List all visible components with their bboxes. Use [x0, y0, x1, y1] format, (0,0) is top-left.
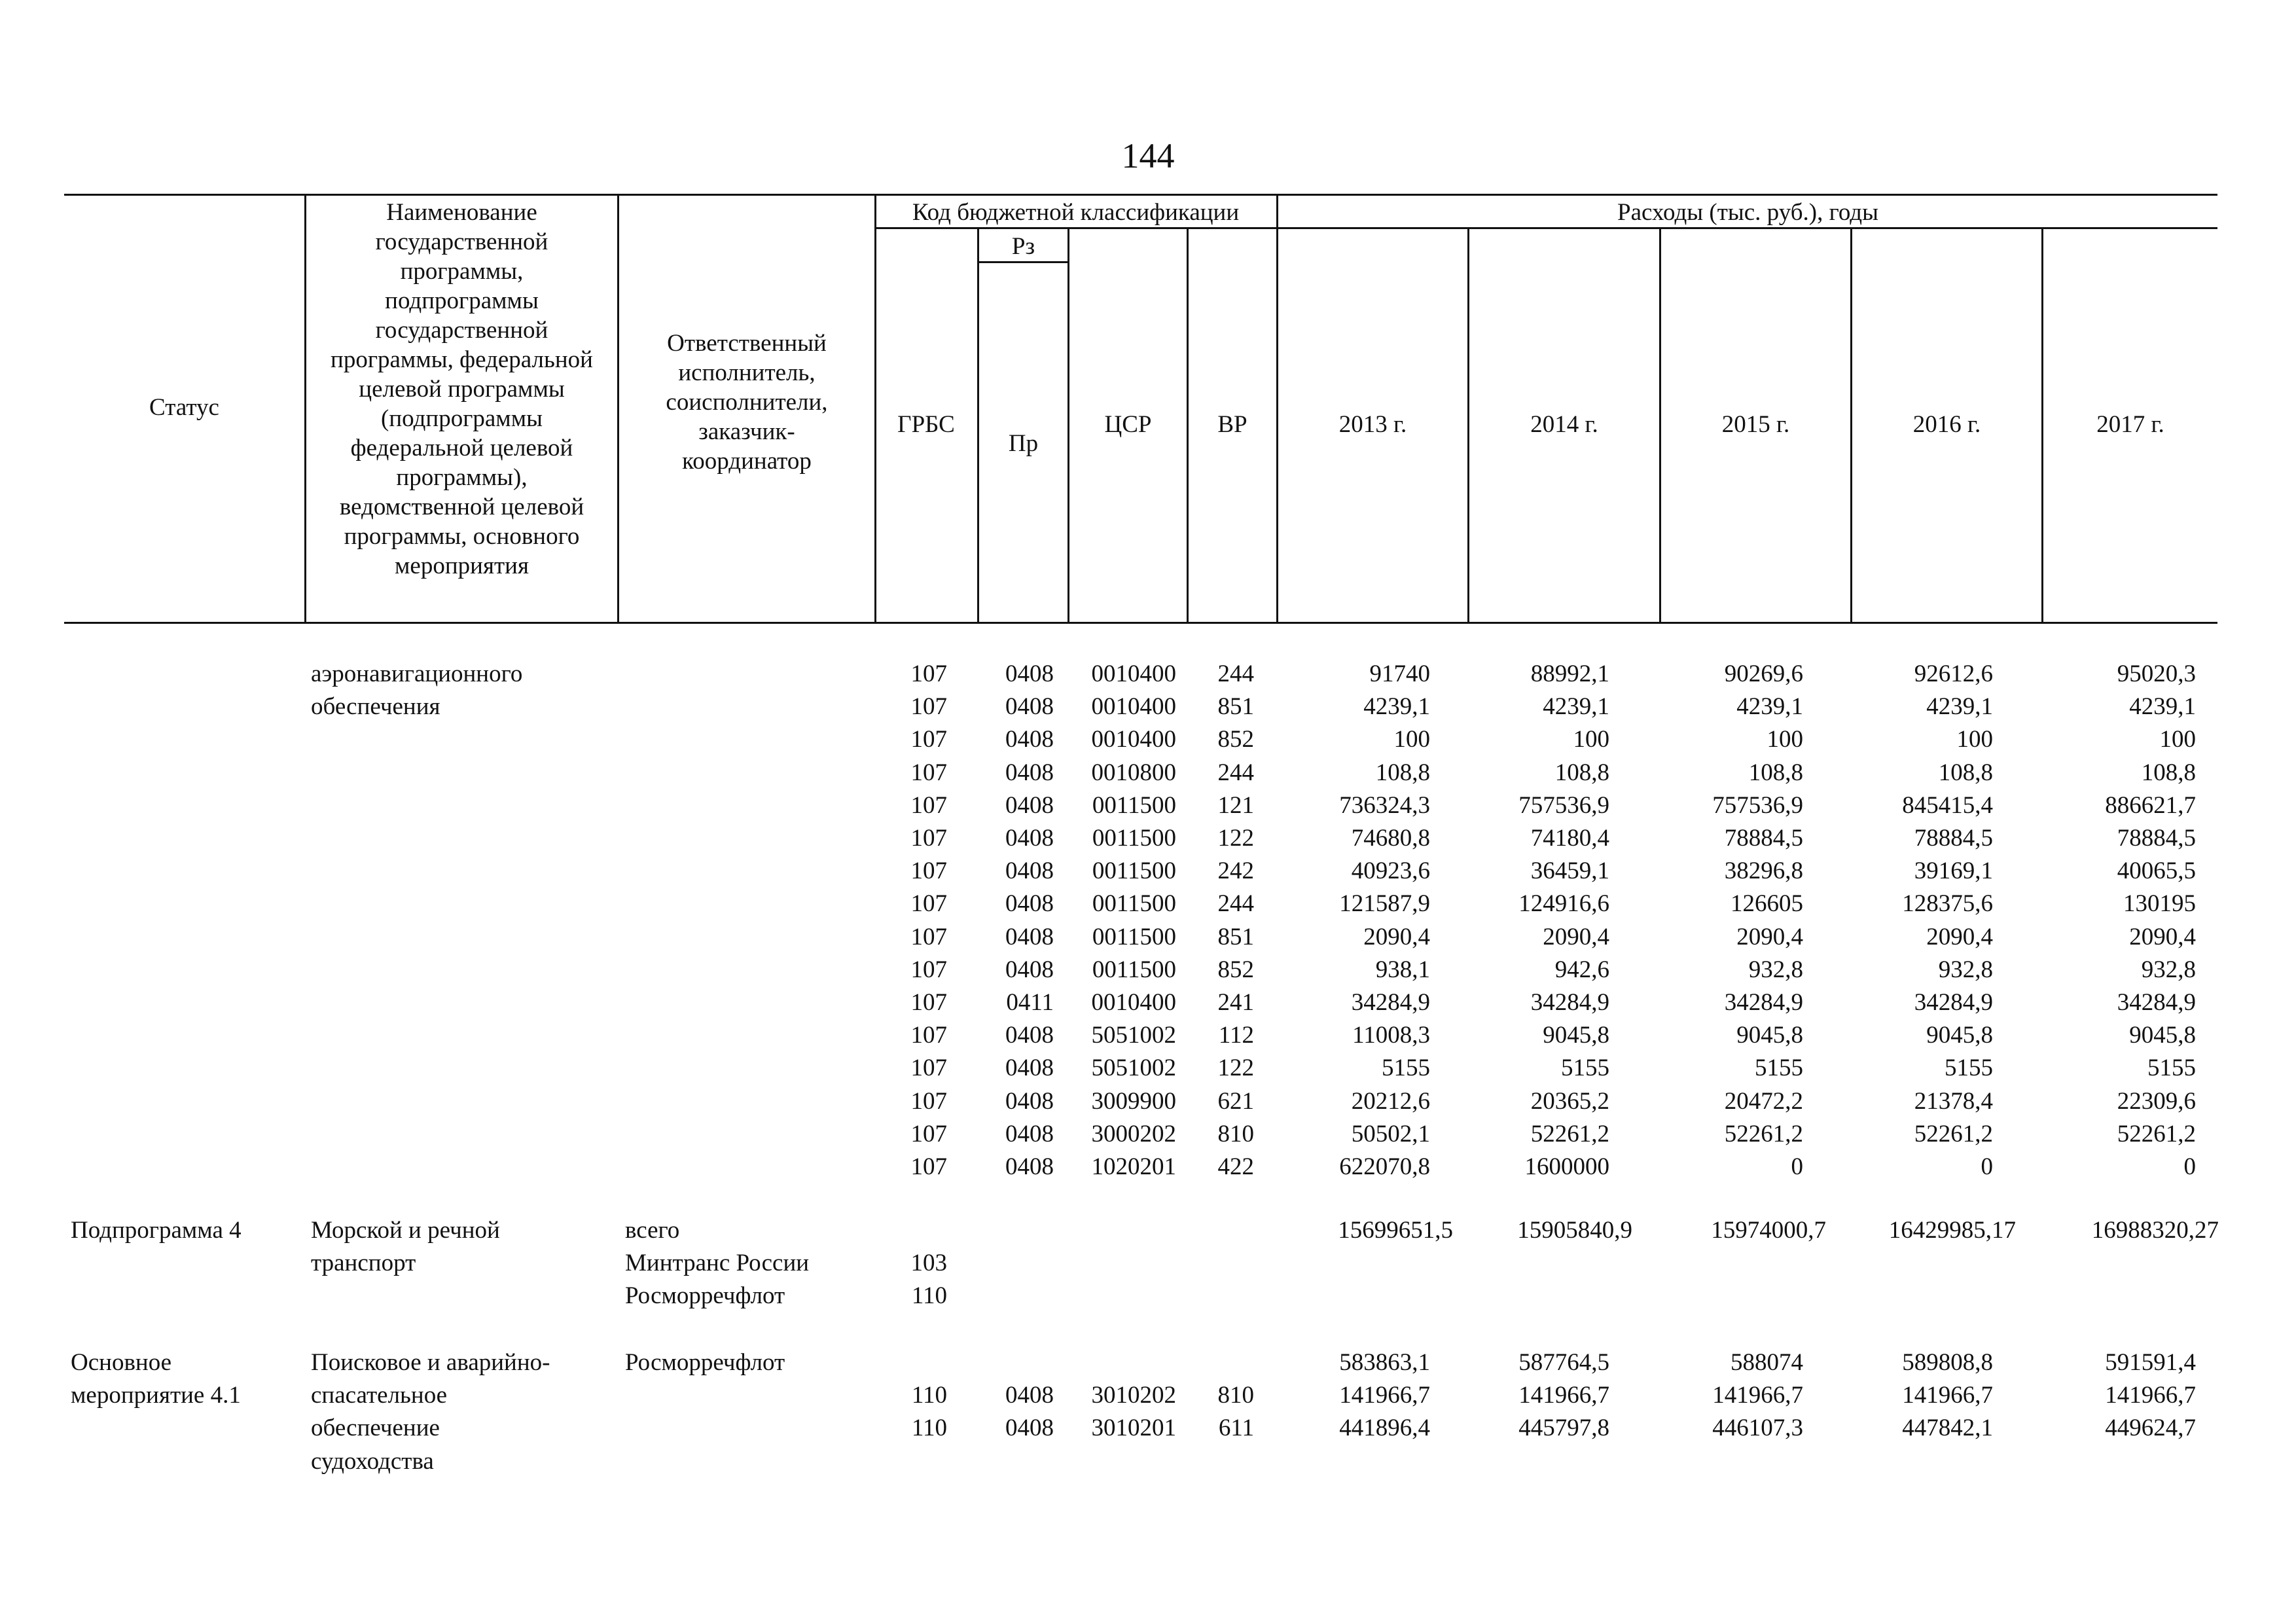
year-2013-cell: 34284,9: [1351, 989, 1430, 1016]
responsible-cell: Минтранс России: [625, 1250, 810, 1277]
item-name-line: Морской и речной: [311, 1217, 500, 1244]
year-2016-cell: 9045,8: [1926, 1022, 1993, 1049]
year-2014-cell: 20365,2: [1530, 1087, 1609, 1115]
header-vr: ВР: [1217, 411, 1247, 438]
year-2014-cell: 9045,8: [1543, 1022, 1609, 1049]
pr-cell: 0408: [1005, 956, 1054, 983]
year-2017-cell: 886621,7: [2105, 791, 2196, 819]
grbs-cell: 110: [911, 1382, 947, 1409]
grbs-cell: 107: [910, 989, 947, 1016]
status-cell: мероприятие 4.1: [71, 1382, 241, 1409]
item-name-line: судоходства: [311, 1447, 434, 1475]
total-cell: 15699651,5: [1338, 1217, 1453, 1244]
header-budget-code: Код бюджетной классификации: [912, 199, 1240, 226]
total-cell: 589808,8: [1902, 1349, 1993, 1376]
header-csr: ЦСР: [1104, 411, 1152, 438]
year-2017-cell: 932,8: [2141, 956, 2196, 983]
year-2013-cell: 441896,4: [1339, 1415, 1430, 1442]
year-2013-cell: 5155: [1382, 1055, 1430, 1082]
status-cell: Подпрограмма 4: [71, 1217, 242, 1244]
vr-cell: 244: [1217, 759, 1254, 786]
pr-cell: 0408: [1005, 660, 1054, 687]
header-name-line: подпрограммы: [385, 287, 539, 314]
header-name-line: ведомственной целевой: [339, 494, 584, 520]
item-name-line: обеспечения: [311, 693, 440, 721]
header-name: [306, 198, 617, 581]
grbs-cell: 107: [910, 1055, 947, 1082]
header-status: Статус: [149, 394, 219, 421]
year-2016-cell: 108,8: [1938, 759, 1993, 786]
grbs-cell: 107: [910, 857, 947, 885]
year-2017-cell: 40065,5: [2117, 857, 2196, 885]
grbs-cell: 107: [910, 825, 947, 852]
pr-cell: 0408: [1005, 759, 1054, 786]
year-2017-cell: 9045,8: [2129, 1022, 2196, 1049]
year-2017-cell: 22309,6: [2117, 1087, 2196, 1115]
vr-cell: 242: [1217, 857, 1254, 885]
pr-cell: 0408: [1005, 1087, 1054, 1115]
total-cell: 587764,5: [1518, 1349, 1609, 1376]
year-2015-cell: 446107,3: [1712, 1415, 1803, 1442]
total-cell: 16429985,17: [1888, 1217, 2016, 1244]
year-2014-cell: 1600000: [1524, 1153, 1609, 1180]
year-2014-cell: 141966,7: [1518, 1382, 1609, 1409]
header-responsible: [619, 329, 874, 476]
pr-cell: 0411: [1006, 989, 1054, 1016]
header-name-line: программы, федеральной: [331, 346, 593, 373]
year-2015-cell: 20472,2: [1724, 1087, 1803, 1115]
csr-cell: 5051002: [1091, 1055, 1176, 1082]
year-2013-cell: 40923,6: [1351, 857, 1430, 885]
col-divider: [1276, 194, 1278, 623]
year-2017-cell: 78884,5: [2117, 825, 2196, 852]
header-year: 2016 г.: [1912, 411, 1981, 438]
total-cell: 583863,1: [1339, 1349, 1430, 1376]
grbs-cell: 107: [910, 1153, 947, 1180]
pr-cell: 0408: [1005, 693, 1054, 721]
year-2014-cell: 52261,2: [1530, 1120, 1609, 1147]
responsible-cell: Росморречфлот: [625, 1282, 785, 1310]
year-2014-cell: 88992,1: [1530, 660, 1609, 687]
vr-cell: 611: [1218, 1415, 1254, 1442]
csr-cell: 0010400: [1091, 726, 1176, 753]
item-name-line: аэронавигационного: [311, 660, 523, 687]
year-2016-cell: 447842,1: [1902, 1415, 1993, 1442]
year-2017-cell: 100: [2159, 726, 2196, 753]
year-2014-cell: 124916,6: [1518, 890, 1609, 918]
year-2015-cell: 126605: [1731, 890, 1803, 918]
vr-cell: 241: [1217, 989, 1254, 1016]
year-2017-cell: 5155: [2147, 1055, 2196, 1082]
year-2015-cell: 108,8: [1748, 759, 1803, 786]
vr-cell: 244: [1217, 660, 1254, 687]
year-2015-cell: 90269,6: [1724, 660, 1803, 687]
item-name-line: Поисковое и аварийно-: [311, 1349, 550, 1376]
year-2015-cell: 2090,4: [1736, 923, 1803, 950]
vr-cell: 851: [1217, 693, 1254, 721]
vr-cell: 422: [1217, 1153, 1254, 1180]
year-2015-cell: 932,8: [1748, 956, 1803, 983]
pr-cell: 0408: [1005, 1120, 1054, 1147]
grbs-cell: 107: [910, 660, 947, 687]
header-responsible-line: Ответственный: [667, 330, 827, 357]
year-2016-cell: 5155: [1945, 1055, 1993, 1082]
year-2015-cell: 5155: [1755, 1055, 1803, 1082]
header-name-line: Наименование: [386, 199, 537, 226]
vr-cell: 810: [1217, 1120, 1254, 1147]
grbs-cell: 107: [910, 759, 947, 786]
year-2017-cell: 108,8: [2141, 759, 2196, 786]
csr-cell: 1020201: [1091, 1153, 1176, 1180]
year-2014-cell: 942,6: [1554, 956, 1609, 983]
vr-cell: 852: [1217, 956, 1254, 983]
year-2013-cell: 938,1: [1375, 956, 1430, 983]
year-2016-cell: 100: [1956, 726, 1993, 753]
csr-cell: 3010201: [1091, 1415, 1176, 1442]
year-2015-cell: 34284,9: [1724, 989, 1803, 1016]
year-2016-cell: 34284,9: [1914, 989, 1993, 1016]
vr-cell: 621: [1217, 1087, 1254, 1115]
csr-cell: 3010202: [1091, 1382, 1176, 1409]
responsible-cell: Росморречфлот: [625, 1349, 785, 1376]
year-2016-cell: 21378,4: [1914, 1087, 1993, 1115]
year-2016-cell: 39169,1: [1914, 857, 1993, 885]
pr-cell: 0408: [1005, 1153, 1054, 1180]
grbs-cell: 110: [911, 1415, 947, 1442]
vr-cell: 122: [1217, 1055, 1254, 1082]
year-2014-cell: 757536,9: [1518, 791, 1609, 819]
header-name-line: федеральной целевой: [350, 435, 573, 461]
pr-cell: 0408: [1005, 890, 1054, 918]
header-bottom-rule: [64, 622, 2217, 624]
year-2014-cell: 2090,4: [1543, 923, 1609, 950]
csr-cell: 0011500: [1092, 956, 1176, 983]
col-divider: [874, 194, 876, 623]
year-2017-cell: 141966,7: [2105, 1382, 2196, 1409]
header-name-line: государственной: [375, 228, 548, 255]
vr-cell: 852: [1217, 726, 1254, 753]
header-year: 2015 г.: [1721, 411, 1790, 438]
year-2017-cell: 4239,1: [2129, 693, 2196, 721]
grbs-cell: 107: [910, 791, 947, 819]
year-2017-cell: 130195: [2123, 890, 2196, 918]
year-2014-cell: 4239,1: [1543, 693, 1609, 721]
header-year: 2013 г.: [1338, 411, 1407, 438]
year-2016-cell: 78884,5: [1914, 825, 1993, 852]
year-2013-cell: 4239,1: [1363, 693, 1430, 721]
rz-rule: [977, 261, 1067, 263]
year-2015-cell: 9045,8: [1736, 1022, 1803, 1049]
vr-cell: 112: [1218, 1022, 1254, 1049]
year-2014-cell: 36459,1: [1530, 857, 1609, 885]
year-2017-cell: 2090,4: [2129, 923, 2196, 950]
year-2013-cell: 20212,6: [1351, 1087, 1430, 1115]
grbs-cell: 103: [910, 1250, 947, 1277]
status-cell: Основное: [71, 1349, 172, 1376]
year-2016-cell: 128375,6: [1902, 890, 1993, 918]
total-cell: 16988320,27: [2091, 1217, 2219, 1244]
csr-cell: 0011500: [1092, 857, 1176, 885]
year-2014-cell: 445797,8: [1518, 1415, 1609, 1442]
csr-cell: 0010400: [1091, 989, 1176, 1016]
csr-cell: 0010400: [1091, 660, 1176, 687]
year-2014-cell: 100: [1573, 726, 1609, 753]
year-2017-cell: 449624,7: [2105, 1415, 2196, 1442]
header-name-line: программы),: [396, 464, 528, 491]
header-top-rule: [64, 194, 2217, 196]
year-2017-cell: 0: [2183, 1153, 2196, 1180]
csr-cell: 0010400: [1091, 693, 1176, 721]
grbs-cell: 107: [910, 693, 947, 721]
csr-cell: 0011500: [1092, 923, 1176, 950]
grbs-cell: 107: [910, 1087, 947, 1115]
vr-cell: 810: [1217, 1382, 1254, 1409]
year-2016-cell: 52261,2: [1914, 1120, 1993, 1147]
header-responsible-line: заказчик-: [698, 418, 795, 445]
csr-cell: 3000202: [1091, 1120, 1176, 1147]
csr-cell: 0011500: [1092, 791, 1176, 819]
total-cell: 588074: [1731, 1349, 1803, 1376]
year-2016-cell: 141966,7: [1902, 1382, 1993, 1409]
year-2016-cell: 845415,4: [1902, 791, 1993, 819]
year-2013-cell: 74680,8: [1351, 825, 1430, 852]
header-name-line: (подпрограммы: [381, 405, 543, 432]
header-expenses: Расходы (тыс. руб.), годы: [1617, 199, 1878, 226]
pr-cell: 0408: [1005, 1382, 1054, 1409]
pr-cell: 0408: [1005, 923, 1054, 950]
year-2015-cell: 757536,9: [1712, 791, 1803, 819]
total-cell: 591591,4: [2105, 1349, 2196, 1376]
year-2014-cell: 108,8: [1554, 759, 1609, 786]
year-2015-cell: 4239,1: [1736, 693, 1803, 721]
year-2016-cell: 0: [1981, 1153, 1993, 1180]
year-2015-cell: 141966,7: [1712, 1382, 1803, 1409]
grbs-cell: 107: [910, 1022, 947, 1049]
pr-cell: 0408: [1005, 1055, 1054, 1082]
header-name-line: государственной: [375, 317, 548, 344]
vr-cell: 121: [1217, 791, 1254, 819]
csr-cell: 0011500: [1092, 825, 1176, 852]
item-name-line: спасательное: [311, 1382, 448, 1409]
year-2013-cell: 121587,9: [1339, 890, 1430, 918]
year-2013-cell: 50502,1: [1351, 1120, 1430, 1147]
pr-cell: 0408: [1005, 825, 1054, 852]
year-2013-cell: 736324,3: [1339, 791, 1430, 819]
year-2013-cell: 622070,8: [1339, 1153, 1430, 1180]
year-2013-cell: 11008,3: [1352, 1022, 1430, 1049]
year-2015-cell: 52261,2: [1724, 1120, 1803, 1147]
year-2015-cell: 38296,8: [1724, 857, 1803, 885]
year-2015-cell: 0: [1791, 1153, 1803, 1180]
year-2014-cell: 34284,9: [1530, 989, 1609, 1016]
grbs-cell: 107: [910, 923, 947, 950]
grbs-cell: 107: [910, 726, 947, 753]
grbs-cell: 107: [910, 890, 947, 918]
year-2014-cell: 74180,4: [1530, 825, 1609, 852]
header-grbs: ГРБС: [897, 411, 955, 438]
csr-cell: 0010800: [1091, 759, 1176, 786]
year-2013-cell: 91740: [1369, 660, 1430, 687]
header-responsible-line: соисполнители,: [666, 389, 828, 416]
page-number: 144: [1121, 136, 1175, 175]
year-2013-cell: 2090,4: [1363, 923, 1430, 950]
pr-cell: 0408: [1005, 726, 1054, 753]
year-2013-cell: 141966,7: [1339, 1382, 1430, 1409]
year-2016-cell: 932,8: [1938, 956, 1993, 983]
header-name-line: целевой программы: [359, 376, 565, 403]
pr-cell: 0408: [1005, 791, 1054, 819]
header-mid-rule: [875, 227, 2217, 229]
vr-cell: 851: [1217, 923, 1254, 950]
year-2017-cell: 34284,9: [2117, 989, 2196, 1016]
header-rz: Рз: [1011, 233, 1035, 260]
grbs-cell: 107: [910, 956, 947, 983]
pr-cell: 0408: [1005, 1022, 1054, 1049]
header-responsible-line: координатор: [682, 448, 812, 475]
header-pr: Пр: [1008, 430, 1039, 457]
vr-cell: 122: [1217, 825, 1254, 852]
year-2017-cell: 52261,2: [2117, 1120, 2196, 1147]
year-2017-cell: 95020,3: [2117, 660, 2196, 687]
header-name-line: программы,: [400, 258, 524, 285]
grbs-cell: 110: [911, 1282, 947, 1310]
csr-cell: 3009900: [1091, 1087, 1176, 1115]
header-name-line: программы, основного: [344, 523, 580, 550]
total-cell: 15905840,9: [1517, 1217, 1632, 1244]
item-name-line: транспорт: [311, 1250, 416, 1277]
year-2016-cell: 92612,6: [1914, 660, 1993, 687]
year-2014-cell: 5155: [1561, 1055, 1609, 1082]
grbs-cell: 107: [910, 1120, 947, 1147]
year-2015-cell: 100: [1767, 726, 1803, 753]
year-2015-cell: 78884,5: [1724, 825, 1803, 852]
csr-cell: 0011500: [1092, 890, 1176, 918]
header-responsible-line: исполнитель,: [678, 359, 816, 386]
header-year: 2014 г.: [1530, 411, 1598, 438]
pr-cell: 0408: [1005, 857, 1054, 885]
pr-cell: 0408: [1005, 1415, 1054, 1442]
year-2013-cell: 100: [1393, 726, 1430, 753]
year-2016-cell: 2090,4: [1926, 923, 1993, 950]
year-2013-cell: 108,8: [1375, 759, 1430, 786]
header-year: 2017 г.: [2096, 411, 2164, 438]
col-divider: [977, 227, 979, 623]
year-2016-cell: 4239,1: [1926, 693, 1993, 721]
csr-cell: 5051002: [1091, 1022, 1176, 1049]
item-name-line: обеспечение: [311, 1415, 440, 1442]
header-name-line: мероприятия: [395, 552, 529, 579]
responsible-cell: всего: [625, 1217, 680, 1244]
vr-cell: 244: [1217, 890, 1254, 918]
total-cell: 15974000,7: [1711, 1217, 1826, 1244]
